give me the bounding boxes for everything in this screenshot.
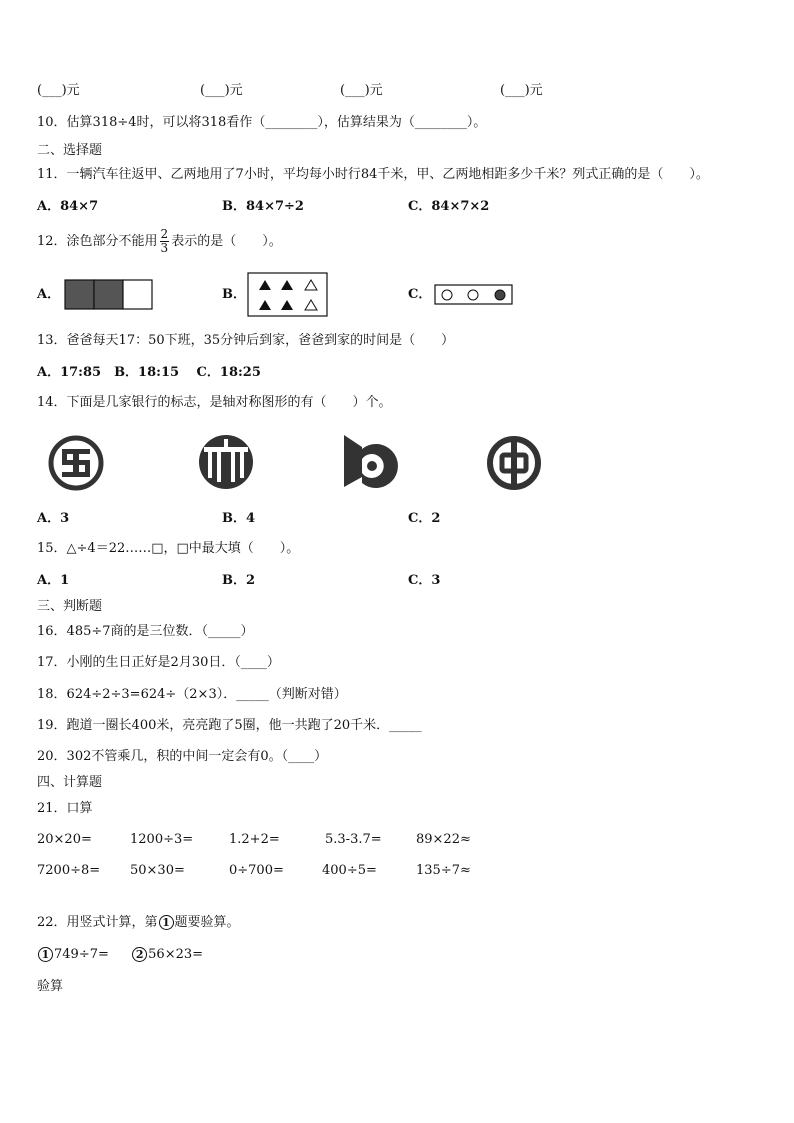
calc-item: 50×30= — [130, 863, 185, 878]
q12-option-b-label[interactable]: B． — [222, 287, 246, 302]
question-20: 20．302不管乘几，积的中间一定会有0。（____） — [37, 749, 328, 764]
q22-item-2: 56×23= — [148, 947, 204, 962]
q22-items — [37, 946, 203, 964]
question-13: 13．爸爸每天17：50下班，35分钟后到家，爸爸到家的时间是（ ） — [37, 333, 455, 348]
shaded-bar-figure — [64, 279, 154, 311]
q22-text-pre: 22．用竖式计算，第 — [37, 915, 158, 930]
fraction-numerator: 2 — [160, 227, 169, 241]
q22-item-1: 749÷7= — [54, 947, 109, 962]
question-16: 16．485÷7商的是三位数．（_____） — [37, 624, 254, 639]
blank-price-4[interactable]: (___)元 — [500, 83, 543, 98]
section-heading-judge: 三、判断题 — [37, 599, 103, 614]
triangles-figure — [247, 272, 329, 318]
q15-option-b[interactable]: B．2 — [222, 573, 256, 588]
boc-logo — [486, 435, 542, 491]
circles-figure — [434, 284, 514, 306]
q15-option-a[interactable]: A．1 — [37, 573, 70, 588]
citic-logo — [196, 433, 256, 491]
calc-item: 5.3-3.7= — [325, 832, 382, 847]
circled-number-one: 1 — [38, 947, 53, 962]
verify-label: 验算 — [37, 979, 64, 994]
circled-number-two: 2 — [132, 947, 147, 962]
q12-text-post: 表示的是（ ）。 — [171, 234, 282, 249]
q22-text-post: 题要验算。 — [174, 915, 240, 930]
q11-option-c[interactable]: C．84×7×2 — [408, 199, 490, 214]
icbc-logo — [48, 435, 104, 491]
question-14: 14．下面是几家银行的标志，是轴对称图形的有（ ）个。 — [37, 395, 392, 410]
question-15: 15．△÷4＝22……□，□中最大填（ ）。 — [37, 541, 300, 556]
q11-option-b[interactable]: B．84×7÷2 — [222, 199, 304, 214]
q14-option-a[interactable]: A．3 — [37, 511, 70, 526]
q12-option-c-label[interactable]: C． — [408, 287, 432, 302]
calc-item: 20×20= — [37, 832, 92, 847]
calc-item: 0÷700= — [229, 863, 284, 878]
question-18: 18．624÷2÷3=624÷（2×3）．_____（判断对错） — [37, 687, 347, 702]
q15-option-c[interactable]: C．3 — [408, 573, 441, 588]
question-17: 17．小刚的生日正好是2月30日．（____） — [37, 655, 280, 670]
calc-item: 7200÷8= — [37, 863, 101, 878]
q12-text-pre: 12．涂色部分不能用 — [37, 234, 158, 249]
blank-price-3[interactable]: (___)元 — [340, 83, 383, 98]
fraction-two-thirds — [160, 228, 170, 255]
calc-item: 1200÷3= — [130, 832, 194, 847]
question-21: 21．口算 — [37, 801, 93, 816]
q11-option-a[interactable]: A．84×7 — [37, 199, 99, 214]
blank-price-2[interactable]: (___)元 — [200, 83, 243, 98]
q14-option-c[interactable]: C．2 — [408, 511, 441, 526]
question-22 — [37, 914, 240, 932]
q12-option-a-label[interactable]: A． — [37, 287, 61, 302]
calc-item: 89×22≈ — [416, 832, 471, 847]
question-19: 19．跑道一圈长400米，亮亮跑了5圈，他一共跑了20千米．_____ — [37, 718, 422, 733]
blank-price-1[interactable]: (___)元 — [37, 83, 80, 98]
calc-item: 400÷5= — [322, 863, 377, 878]
question-10: 10．估算318÷4时，可以将318看作（________），估算结果为（________）。 — [37, 115, 487, 130]
section-heading-choice: 二、选择题 — [37, 143, 103, 158]
q13-options[interactable]: A．17:85 B．18:15 C．18:25 — [37, 365, 261, 380]
fraction-denominator: 3 — [160, 241, 169, 255]
circled-number-one: 1 — [159, 915, 174, 930]
q14-option-b[interactable]: B．4 — [222, 511, 256, 526]
question-11: 11．一辆汽车往返甲、乙两地用了7小时，平均每小时行84千米，甲、乙两地相距多少千米？列式正确的是（ ）。 — [37, 167, 709, 182]
question-12 — [37, 222, 282, 262]
calc-item: 1.2+2= — [229, 832, 280, 847]
section-heading-calc: 四、计算题 — [37, 775, 103, 790]
calc-item: 135÷7≈ — [416, 863, 471, 878]
bank-logo-c — [340, 433, 398, 489]
